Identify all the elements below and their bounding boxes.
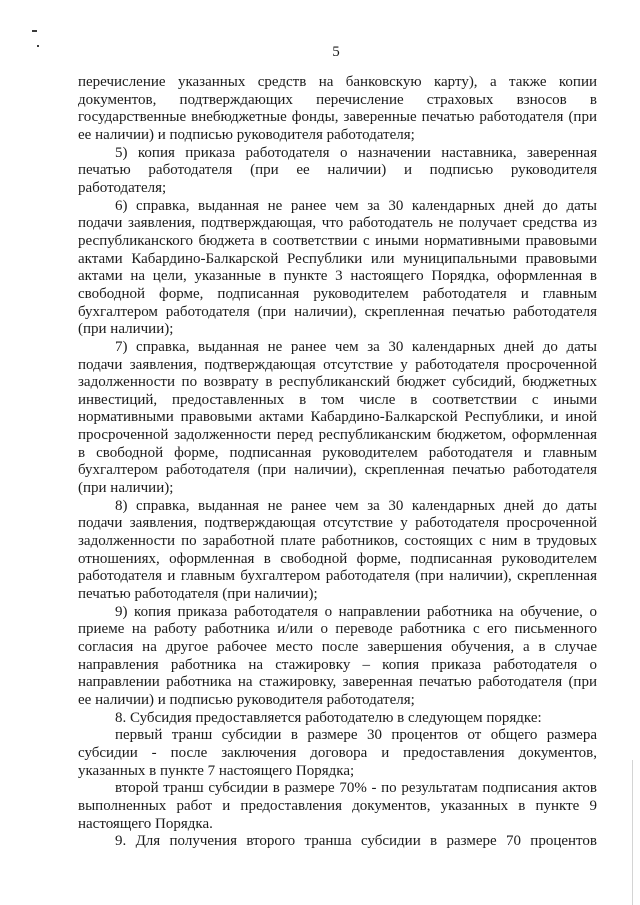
text-line: бухгалтером работодателя (при наличии), скрепленная печатью работодателя [78, 462, 597, 479]
text-line: 9) копия приказа работодателя о направлении работника на обучение, о [115, 603, 597, 620]
text-line: инвестиций, предоставленных в том числе в соответствии с иными [78, 391, 597, 408]
paragraph [78, 780, 597, 833]
text-line: работодателя; [78, 179, 167, 196]
text-line: в свободной форме, подписанная руководителем работодателя и главным [78, 444, 597, 461]
text-line: первый транш субсидии в размере 30 процентов от общего размера [115, 727, 597, 744]
paragraph [78, 339, 597, 498]
paragraph [78, 498, 597, 604]
text-line: ее наличии) и подписью руководителя работодателя; [78, 126, 415, 143]
paragraph [78, 604, 597, 710]
text-line: отношениях, оформленная в свободной форме, подписанная руководителем [78, 550, 597, 567]
text-line: работодателя и главным бухгалтером работодателя (при наличии), скрепленная [78, 568, 597, 585]
text-line: нормативными правовыми актами Кабардино-Балкарской Республики, и иной [78, 409, 597, 426]
text-line: второй транш субсидии в размере 70% - по результатам подписания актов [115, 780, 597, 797]
paragraph [78, 74, 597, 145]
text-line: субсидии - после заключения договора и предоставления документов, [78, 744, 597, 761]
text-line: подачи заявления, подтверждающая отсутствие у работодателя просроченной [78, 515, 597, 532]
text-line: печатью работодателя (при наличии); [78, 586, 318, 603]
page-number: 5 [332, 44, 340, 60]
text-line: направлении работника на стажировку, заверенная печатью работодателя (при [78, 674, 597, 691]
text-line: подачи заявления, подтверждающая отсутствие у работодателя просроченной [78, 356, 597, 373]
text-line: выполненных работ и предоставления документов, указанных в пункте 9 [78, 797, 597, 814]
text-line: приеме на работу работника и/или о переводе работника с его письменного [78, 621, 597, 638]
text-line: задолженности по заработной плате работников, состоящих с ним в трудовых [78, 533, 597, 550]
text-line: 6) справка, выданная не ранее чем за 30 календарных дней до даты [115, 197, 597, 214]
text-line: документов, подтверждающих перечисление страховых взносов в [78, 91, 597, 108]
text-line: 8) справка, выданная не ранее чем за 30 календарных дней до даты [115, 497, 597, 514]
text-line: согласия на другое рабочее место после завершения обучения, а в случае [78, 639, 597, 655]
text-line: (при наличии); [78, 480, 174, 497]
paragraph [78, 145, 597, 198]
text-line: подачи заявления, подтверждающая, что работодатель не получает средства из [78, 215, 597, 232]
text-line: 9. Для получения второго транша субсидии в размере 70 процентов [115, 833, 597, 850]
text-line: 8. Субсидия предоставляется работодателю в следующем порядке: [115, 709, 542, 726]
paragraph [78, 727, 597, 780]
text-line: (при наличии); [78, 321, 174, 338]
paragraph [78, 833, 597, 851]
scan-mark [32, 30, 37, 32]
scan-mark [37, 45, 39, 47]
paragraph [78, 710, 597, 728]
text-line: ее наличии) и подписью руководителя работодателя; [78, 691, 415, 708]
text-line: актами Кабардино-Балкарской Республики или муниципальными правовыми [78, 250, 597, 267]
text-line: перечисление указанных средств на банковскую карту), а также копии [78, 74, 597, 90]
text-line: актами на цели, указанные в пункте 3 настоящего Порядка, оформленная в [78, 268, 597, 285]
text-line: просроченной задолженности перед республиканским бюджетом, оформленная [78, 427, 597, 444]
text-line: 7) справка, выданная не ранее чем за 30 календарных дней до даты [115, 338, 597, 355]
text-line: печатью работодателя (при ее наличии) и подписью руководителя [78, 162, 597, 179]
document-body [78, 74, 597, 851]
text-line: настоящего Порядка. [78, 815, 213, 832]
text-line: направления работника на стажировку – копия приказа работодателя о [78, 656, 597, 673]
text-line: свободной форме, подписанная руководителем работодателя и главным [78, 285, 597, 302]
text-line: государственные внебюджетные фонды, заверенные печатью работодателя (при [78, 109, 597, 126]
scan-edge-line [632, 760, 633, 905]
text-line: бухгалтером работодателя (при наличии), скрепленная печатью работодателя [78, 303, 597, 320]
paragraph [78, 198, 597, 339]
text-line: указанных в пункте 7 настоящего Порядка; [78, 762, 355, 779]
text-line: 5) копия приказа работодателя о назначении наставника, заверенная [115, 144, 597, 161]
text-line: республиканского бюджета в соответствии с иными нормативными правовыми [78, 232, 597, 249]
text-line: задолженности по возврату в республиканский бюджет субсидий, бюджетных [78, 374, 597, 391]
